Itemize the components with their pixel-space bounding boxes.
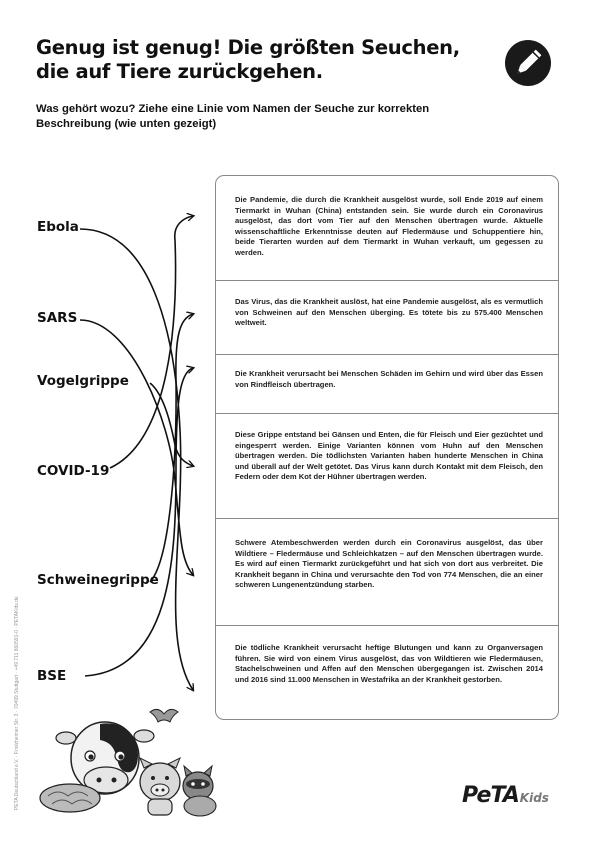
divider	[216, 280, 558, 281]
divider	[216, 413, 558, 414]
cow-icon	[56, 722, 154, 794]
bat-icon	[150, 709, 178, 722]
description-3: Die Krankheit verursacht bei Menschen Schäden im Gehirn und wird über das Essen von Rindfleisch übertragen.	[235, 369, 543, 389]
disease-label-bse: BSE	[37, 668, 67, 684]
disease-label-ebola: Ebola	[37, 219, 79, 235]
description-4: Diese Grippe entstand bei Gänsen und Enten, die für Fleisch und Eier gezüchtet und eingesperrt werden. Einige Varianten können vom Huhn auf den Menschen übertragen werden. Die tödlichsten Varianten haben hunderte Menschen in China und überall auf der Welt getötet. Das Virus kann durch Kontakt mit dem Fleisch, den Federn oder dem Kot der Hühner übertragen werden.	[235, 430, 543, 482]
animal-illustration	[30, 700, 220, 820]
divider	[216, 625, 558, 626]
description-2: Das Virus, das die Krankheit auslöst, hat eine Pandemie ausgelöst, als es vermutlich von Schweinen auf den Menschen überging. Es tötete bis zu 575.400 Menschen weltweit.	[235, 297, 543, 328]
divider	[216, 518, 558, 519]
instruction-text: Was gehört wozu? Ziehe eine Linie vom Namen der Seuche zur korrekten Beschreibung (wie unten gezeigt)	[36, 103, 430, 130]
pangolin-icon	[40, 784, 100, 812]
divider	[216, 354, 558, 355]
description-1: Die Pandemie, die durch die Krankheit ausgelöst wurde, soll Ende 2019 auf einem Tiermarkt in Wuhan (China) entstanden sein. Sie wurde durch ein Coronavirus ausgelöst, das dort vom Tier auf den Menschen übertragen wurde. Aktuelle wissenschaftliche Erkenntnisse deuten auf Fledermäuse und Schuppentiere hin, beide Tierarten wurden auf dem Tiermarkt in Wuhan verkauft, um gegessen zu werden.	[235, 195, 543, 257]
description-6: Die tödliche Krankheit verursacht heftige Blutungen und kann zu Organversagen führen. Sie wird von einem Virus ausgelöst, das von Wildtieren wie Fledermäusen, Stachelschweinen und Affen auf den Menschen übergegangen ist. Zwischen 2014 und 2016 sind 11.000 Menschen in Westafrika an der Krankheit gestorben.	[235, 643, 543, 684]
disease-label-sars: SARS	[37, 310, 78, 326]
disease-label-vogelgrippe: Vogelgrippe	[37, 373, 129, 389]
page-title: Genug ist genug! Die größten Seuchen, die auf Tiere zurückgehen.	[36, 36, 460, 83]
publisher-info: PETA Deutschland e.V. · Friolzheimer Str. 3 · 70499 Stuttgart · +49 711 860591-0 · PETAKids.de	[14, 596, 20, 810]
civet-icon	[183, 766, 216, 816]
disease-label-schweinegrippe: Schweinegrippe	[37, 572, 159, 588]
disease-label-covid19: COVID-19	[37, 463, 110, 479]
peta-kids-logo: PeTAKids	[462, 783, 549, 808]
description-5: Schwere Atembeschwerden werden durch ein Coronavirus ausgelöst, das über Wildtiere – Fledermäuse und Schleichkatzen – auf den Menschen übertragen wurde. Es wird auf einen Tiermarkt zurückgeführt und hat sich von dort aus verbreitet. Die Krankheit begann in China und verursachte den Tod von 774 Menschen, die an einer schweren Lungenentzündung starben.	[235, 538, 543, 590]
pig-icon	[140, 758, 180, 815]
